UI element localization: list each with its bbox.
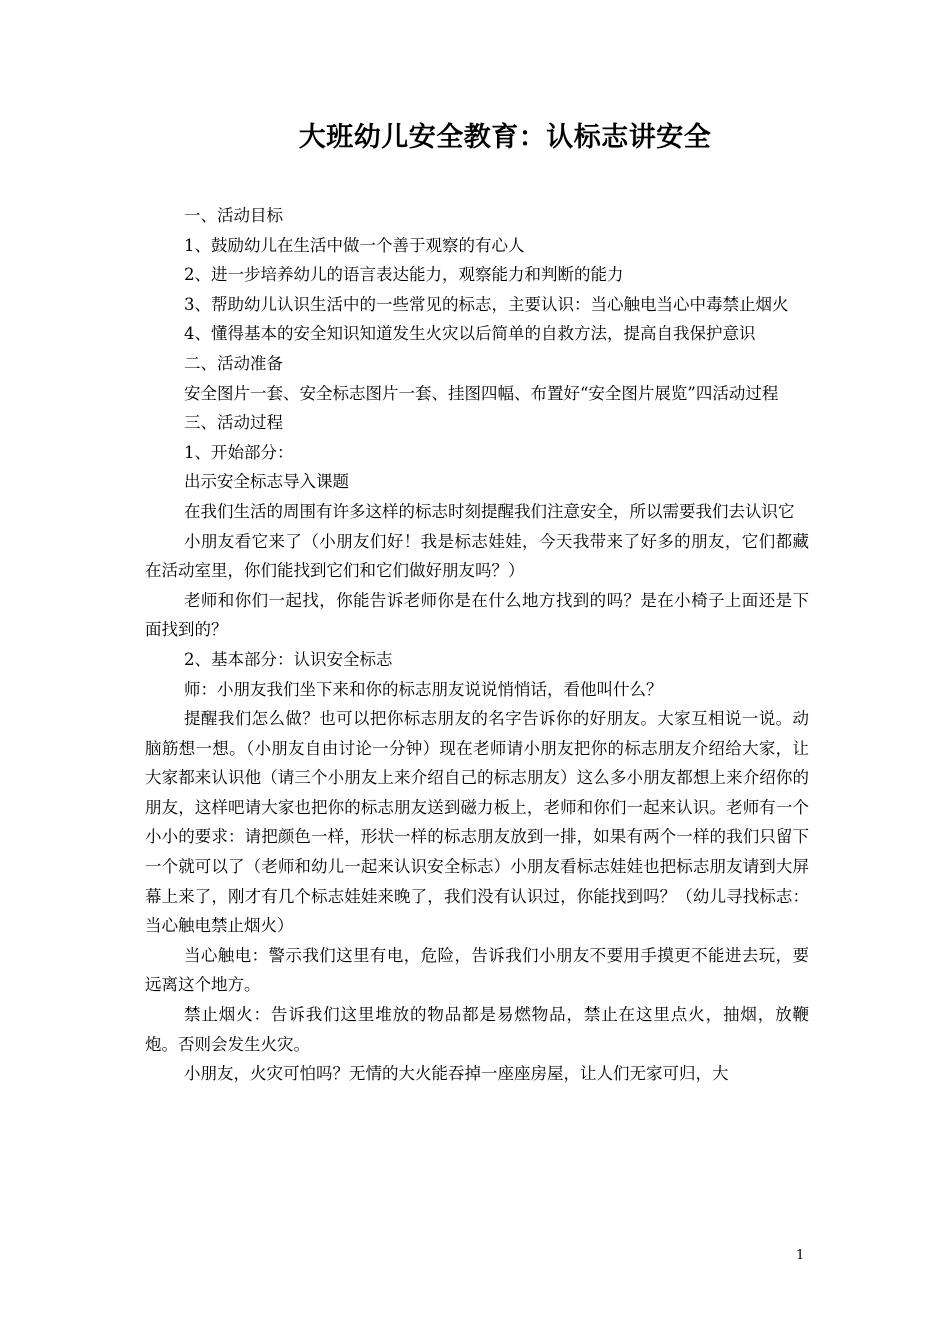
paragraph: 1、开始部分：: [184, 442, 294, 462]
paragraph: 2、基本部分：认识安全标志: [184, 649, 393, 669]
paragraph: 在我们生活的周围有许多这样的标志时刻提醒我们注意安全，所以需要我们去认识它: [184, 501, 795, 521]
paragraph: 提醒我们怎么做？也可以把你标志朋友的名字告诉你的好朋友。大家互相说一说。动脑筋想一想。（小朋友自由讨论一分钟）现在老师请小朋友把你的标志朋友介绍给大家，让大家都来认识他（请三个小朋友上来介绍自己的标志朋友）这么多小朋友都想上来介绍你的朋友，这样吧请大家也把你的标志朋友送到磁力板上，老师和你们一起来认识。老师有一个小小的要求：请把颜色一样，形状一样的标志朋友放到一排，如果有两个一样的我们只留下一个就可以了（老师和幼儿一起来认识安全标志）小朋友看标志娃娃也把标志朋友请到大屏幕上来了，刚才有几个标志娃娃来晚了，我们没有认识过，你能找到吗？（幼儿寻找标志：当心触电禁止烟火）: [145, 709, 809, 936]
section-heading-preparation: 二、活动准备: [184, 353, 283, 373]
paragraph: 师：小朋友我们坐下来和你的标志朋友说说悄悄话，看他叫什么？: [184, 679, 663, 699]
paragraph: 老师和你们一起找，你能告诉老师你是在什么地方找到的吗？是在小椅子上面还是下面找到的？: [145, 590, 809, 640]
paragraph: 2、进一步培养幼儿的语言表达能力，观察能力和判断的能力: [184, 265, 624, 285]
section-heading-goals: 一、活动目标: [184, 206, 283, 225]
paragraph: 4、懂得基本的安全知识知道发生火灾以后简单的自救方法，提高自我保护意识: [184, 324, 756, 344]
document-title: 大班幼儿安全教育：认标志讲安全: [298, 122, 712, 153]
paragraph: 出示安全标志导入课题: [184, 472, 349, 492]
paragraph: 安全图片一套、安全标志图片一套、挂图四幅、布置好“安全图片展览”四活动过程: [184, 383, 779, 403]
section-heading-process: 三、活动过程: [184, 413, 283, 433]
paragraph: 3、帮助幼儿认识生活中的一些常见的标志，主要认识：当心触电当心中毒禁止烟火: [184, 294, 789, 314]
paragraph: 小朋友，火灾可怕吗？无情的大火能吞掉一座座房屋，让人们无家可归，大: [184, 1064, 729, 1084]
paragraph: 1、鼓励幼儿在生活中做一个善于观察的有心人: [184, 235, 525, 255]
paragraph: 当心触电：警示我们这里有电，危险，告诉我们小朋友不要用手摸更不能进去玩，要远离这个地方。: [145, 945, 809, 995]
document-body: [145, 201, 809, 1089]
page-number: 1: [796, 1248, 805, 1263]
paragraph: 禁止烟火：告诉我们这里堆放的物品都是易燃物品，禁止在这里点火，抽烟，放鞭炮。否则会发生火灾。: [145, 1005, 809, 1054]
paragraph: 小朋友看它来了（小朋友们好！我是标志娃娃，今天我带来了好多的朋友，它们都藏在活动室里，你们能找到它们和它们做好朋友吗？）: [145, 531, 809, 581]
